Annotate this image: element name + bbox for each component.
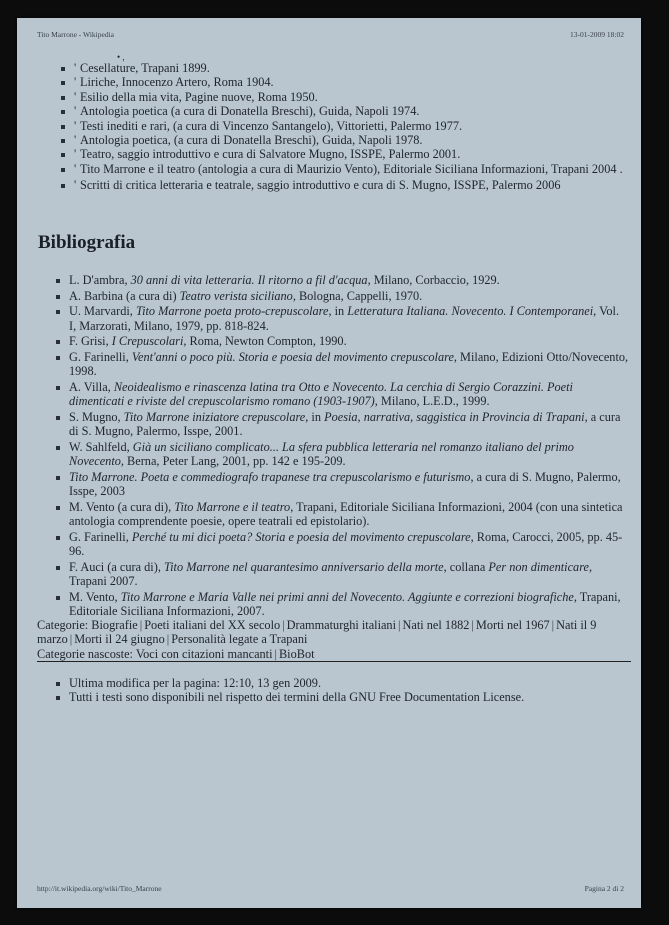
bibliography-item [69,470,629,499]
bibliography-text: S. Mugno, [69,410,124,425]
bibliography-text: W. Sahlfeld, [69,440,133,454]
category-link[interactable]: Poeti italiani del XX secolo [144,618,281,632]
bullet-icon [56,386,60,390]
category-separator: | [139,618,143,632]
bibliography-text: , Vol. I, Marzorati, Milano, 1979, pp. 818-824. [69,304,620,333]
bullet-icon [61,110,65,114]
bibliography-item [69,590,629,619]
bibliography-text: , Trapani 2007. [69,559,593,589]
bibliography-title: Tito Marrone iniziatore crepuscolare [123,410,306,425]
bullet-icon [56,566,60,570]
bullet-icon [56,536,60,540]
list-item [69,690,629,704]
bibliography-title: Tito Marrone poeta proto-crepuscolare [135,304,329,319]
bibliography-title: Letteratura Italiana. Novecento. I Contemporanei [347,304,594,319]
category-separator: | [551,618,555,632]
bullet-icon [61,125,65,129]
bibliography-item [69,500,629,529]
bibliography-title: Tito Marrone e il teatro [174,499,291,514]
list-item: ' Tito Marrone e il teatro (antologia a cura di Maurizio Vento), Editoriale Siciliana Informazioni, Trapani 2004 . [74,162,634,176]
bullet-icon [61,96,65,100]
bibliography-text: A. Barbina (a cura di) [69,288,180,303]
bibliography-title: Teatro verista siciliano [179,288,293,303]
print-footer-page: Pagina 2 di 2 [584,884,624,893]
bibliography-text: A. Villa, [69,380,114,395]
bibliography-text: M. Vento (a cura di), [69,499,175,514]
bibliography-list [69,273,629,620]
print-footer-url: http://it.wikipedia.org/wiki/Tito_Marrone [37,884,162,893]
category-link[interactable]: Biografie [91,618,138,632]
last-modified-text: Ultima modifica per la pagina: 12:10, 13 gen 2009. [69,676,322,690]
bibliography-text: , Berna, Peter Lang, 2001, pp. 142 e 195-209. [120,454,346,469]
bibliography-title: Già un siciliano complicato... La sfera pubblica letteraria nel romanzo italiano del primo Novecento [69,440,574,469]
bibliography-title: Tito Marrone. Poeta e commediografo trapanese tra crepuscolarismo e futurismo [69,469,471,484]
category-link[interactable]: Drammaturghi italiani [286,618,397,632]
hidden-categories-label: Categorie nascoste: [37,646,133,661]
bibliography-item [69,440,629,469]
bibliography-text: G. Farinelli, [69,350,132,365]
category-separator: | [471,618,474,632]
categories-line [37,618,632,647]
category-separator: | [282,618,285,632]
bibliography-text: , a cura di S. Mugno, Palermo, Isspe, 2001. [69,410,621,439]
bibliography-text: , Trapani, Editoriale Siciliana Informazioni, 2007. [69,589,621,619]
bibliography-text: , Milano, L.E.D., 1999. [374,394,490,409]
hidden-categories-line [37,647,632,661]
list-item: ' Liriche, Innocenzo Artero, Roma 1904. [74,75,634,89]
footer-list [69,676,629,705]
list-item: ' Testi inediti e rari, (a cura di Vincenzo Santangelo), Vittorietti, Palermo 1977. [74,119,634,133]
bibliography-item [69,380,629,409]
bibliography-title: I Crepuscolari [111,334,184,349]
list-item: ' Esilio della mia vita, Pagine nuove, Roma 1950. [74,90,634,104]
bullet-icon [61,81,65,85]
list-item: ' Scritti di critica letteraria e teatrale, saggio introduttivo e cura di S. Mugno, ISSPE, Palermo 2006 [74,178,634,192]
bibliography-item [69,410,629,439]
bullet-icon [56,476,60,480]
hidden-category-link[interactable]: BioBot [278,646,315,661]
bibliography-text: G. Farinelli, [69,529,132,544]
categories-label[interactable]: Categorie: [37,618,89,632]
bullet-icon [56,416,60,420]
bibliography-text: , in [305,410,325,425]
bullet-icon [56,506,60,510]
bullet-icon [56,295,60,299]
bullet-icon [56,310,60,314]
bullet-icon [61,153,65,157]
bibliography-title: Tito Marrone e Maria Valle nei primi anni del Novecento. Aggiunte e correzioni biografiche [120,589,574,604]
bibliography-title: Perché tu mi dici poeta? Storia e poesia del movimento crepuscolare [131,529,471,544]
works-list [74,61,634,193]
stray-marks: • , [117,52,125,62]
bullet-icon [61,168,65,172]
bullet-icon [56,696,60,700]
list-item: ' Antologia poetica (a cura di Donatella Breschi), Guida, Napoli 1974. [74,104,634,118]
category-link[interactable]: Nati il 9 marzo [37,618,597,647]
section-heading-bibliografia: Bibliografia [38,232,136,253]
bibliography-text: F. Grisi, [69,334,112,349]
category-separator: | [398,618,401,632]
list-item: ' Teatro, saggio introduttivo e cura di Salvatore Mugno, ISSPE, Palermo 2001. [74,147,634,161]
bullet-icon [56,682,60,686]
list-item: ' Cesellature, Trapani 1899. [74,61,634,75]
bullet-icon [61,139,65,143]
hidden-category-link[interactable]: Voci con citazioni mancanti [135,646,273,661]
bibliography-item [69,530,629,559]
bibliography-text: , a cura di S. Mugno, Palermo, Isspe, 2003 [69,469,621,499]
category-link[interactable]: Morti nel 1967 [475,618,550,632]
bibliography-item [69,289,629,303]
bibliography-title: Per non dimenticare [488,559,589,574]
bibliography-text: , Roma, Carocci, 2005, pp. 45-96. [69,529,623,559]
list-item: ' Antologia poetica, (a cura di Donatella Breschi), Guida, Napoli 1978. [74,133,634,147]
bibliography-text: , Milano, Corbaccio, 1929. [367,273,500,287]
bibliography-text: , Bologna, Cappelli, 1970. [292,288,423,303]
category-link[interactable]: Nati nel 1882 [402,618,470,632]
bibliography-item [69,560,629,589]
bibliography-item [69,273,629,287]
bibliography-title: Neoidealismo e rinascenza latina tra Otto e Novecento. La cerchia di Sergio Corazzini. Poeti dimenticati e riviste del crepuscolarismo romano (1903-1907) [69,380,573,409]
bibliography-title: Vent'anni o poco più. Storia e poesia del movimento crepuscolare [131,350,454,365]
bullet-icon [56,340,60,344]
bullet-icon [56,279,60,283]
bibliography-item [69,334,629,348]
categories-box [37,618,632,661]
bullet-icon [56,446,60,450]
bibliography-text: F. Auci (a cura di), [69,559,164,574]
bibliography-text: U. Marvardi, [69,304,136,319]
bullet-icon [56,356,60,360]
category-separator: | [166,632,170,647]
bibliography-text: L. D'ambra, [69,273,131,287]
bibliography-title: 30 anni di vita letteraria. Il ritorno a fil d'acqua [130,273,368,287]
license-text: Tutti i testi sono disponibili nel rispetto dei termini della GNU Free Documentation License. [69,690,525,705]
bibliography-text: , collana [443,559,489,574]
category-separator: | [274,646,277,661]
bullet-icon [61,184,65,188]
bullet-icon [56,596,60,600]
bibliography-text: , in [328,304,348,319]
bibliography-item [69,304,629,333]
bibliography-item [69,350,629,379]
bibliography-text: , Roma, Newton Compton, 1990. [183,334,347,349]
printed-page [17,18,641,908]
bibliography-text: , Trapani, Editoriale Siciliana Informazioni, 2004 (con una sintetica antologia comprendente poesie, opere teatrali ed epistolario). [69,499,623,529]
print-header-title: Tito Marrone - Wikipedia [37,30,114,39]
divider [37,661,631,662]
bibliography-title: Poesia, narrativa, saggistica in Provincia di Trapani [324,410,585,425]
category-link[interactable]: Personalità legate a Trapani [171,632,308,647]
print-header-date: 13-01-2009 18:02 [570,30,624,39]
bibliography-text: M. Vento, [69,589,121,604]
category-link[interactable]: Morti il 24 giugno [74,632,165,647]
category-separator: | [69,632,73,647]
bullet-icon [61,67,65,71]
bibliography-title: Tito Marrone nel quarantesimo anniversario della morte [163,559,444,574]
bibliography-text: , Milano, Edizioni Otto/Novecento, 1998. [69,350,629,379]
list-item [69,676,629,690]
